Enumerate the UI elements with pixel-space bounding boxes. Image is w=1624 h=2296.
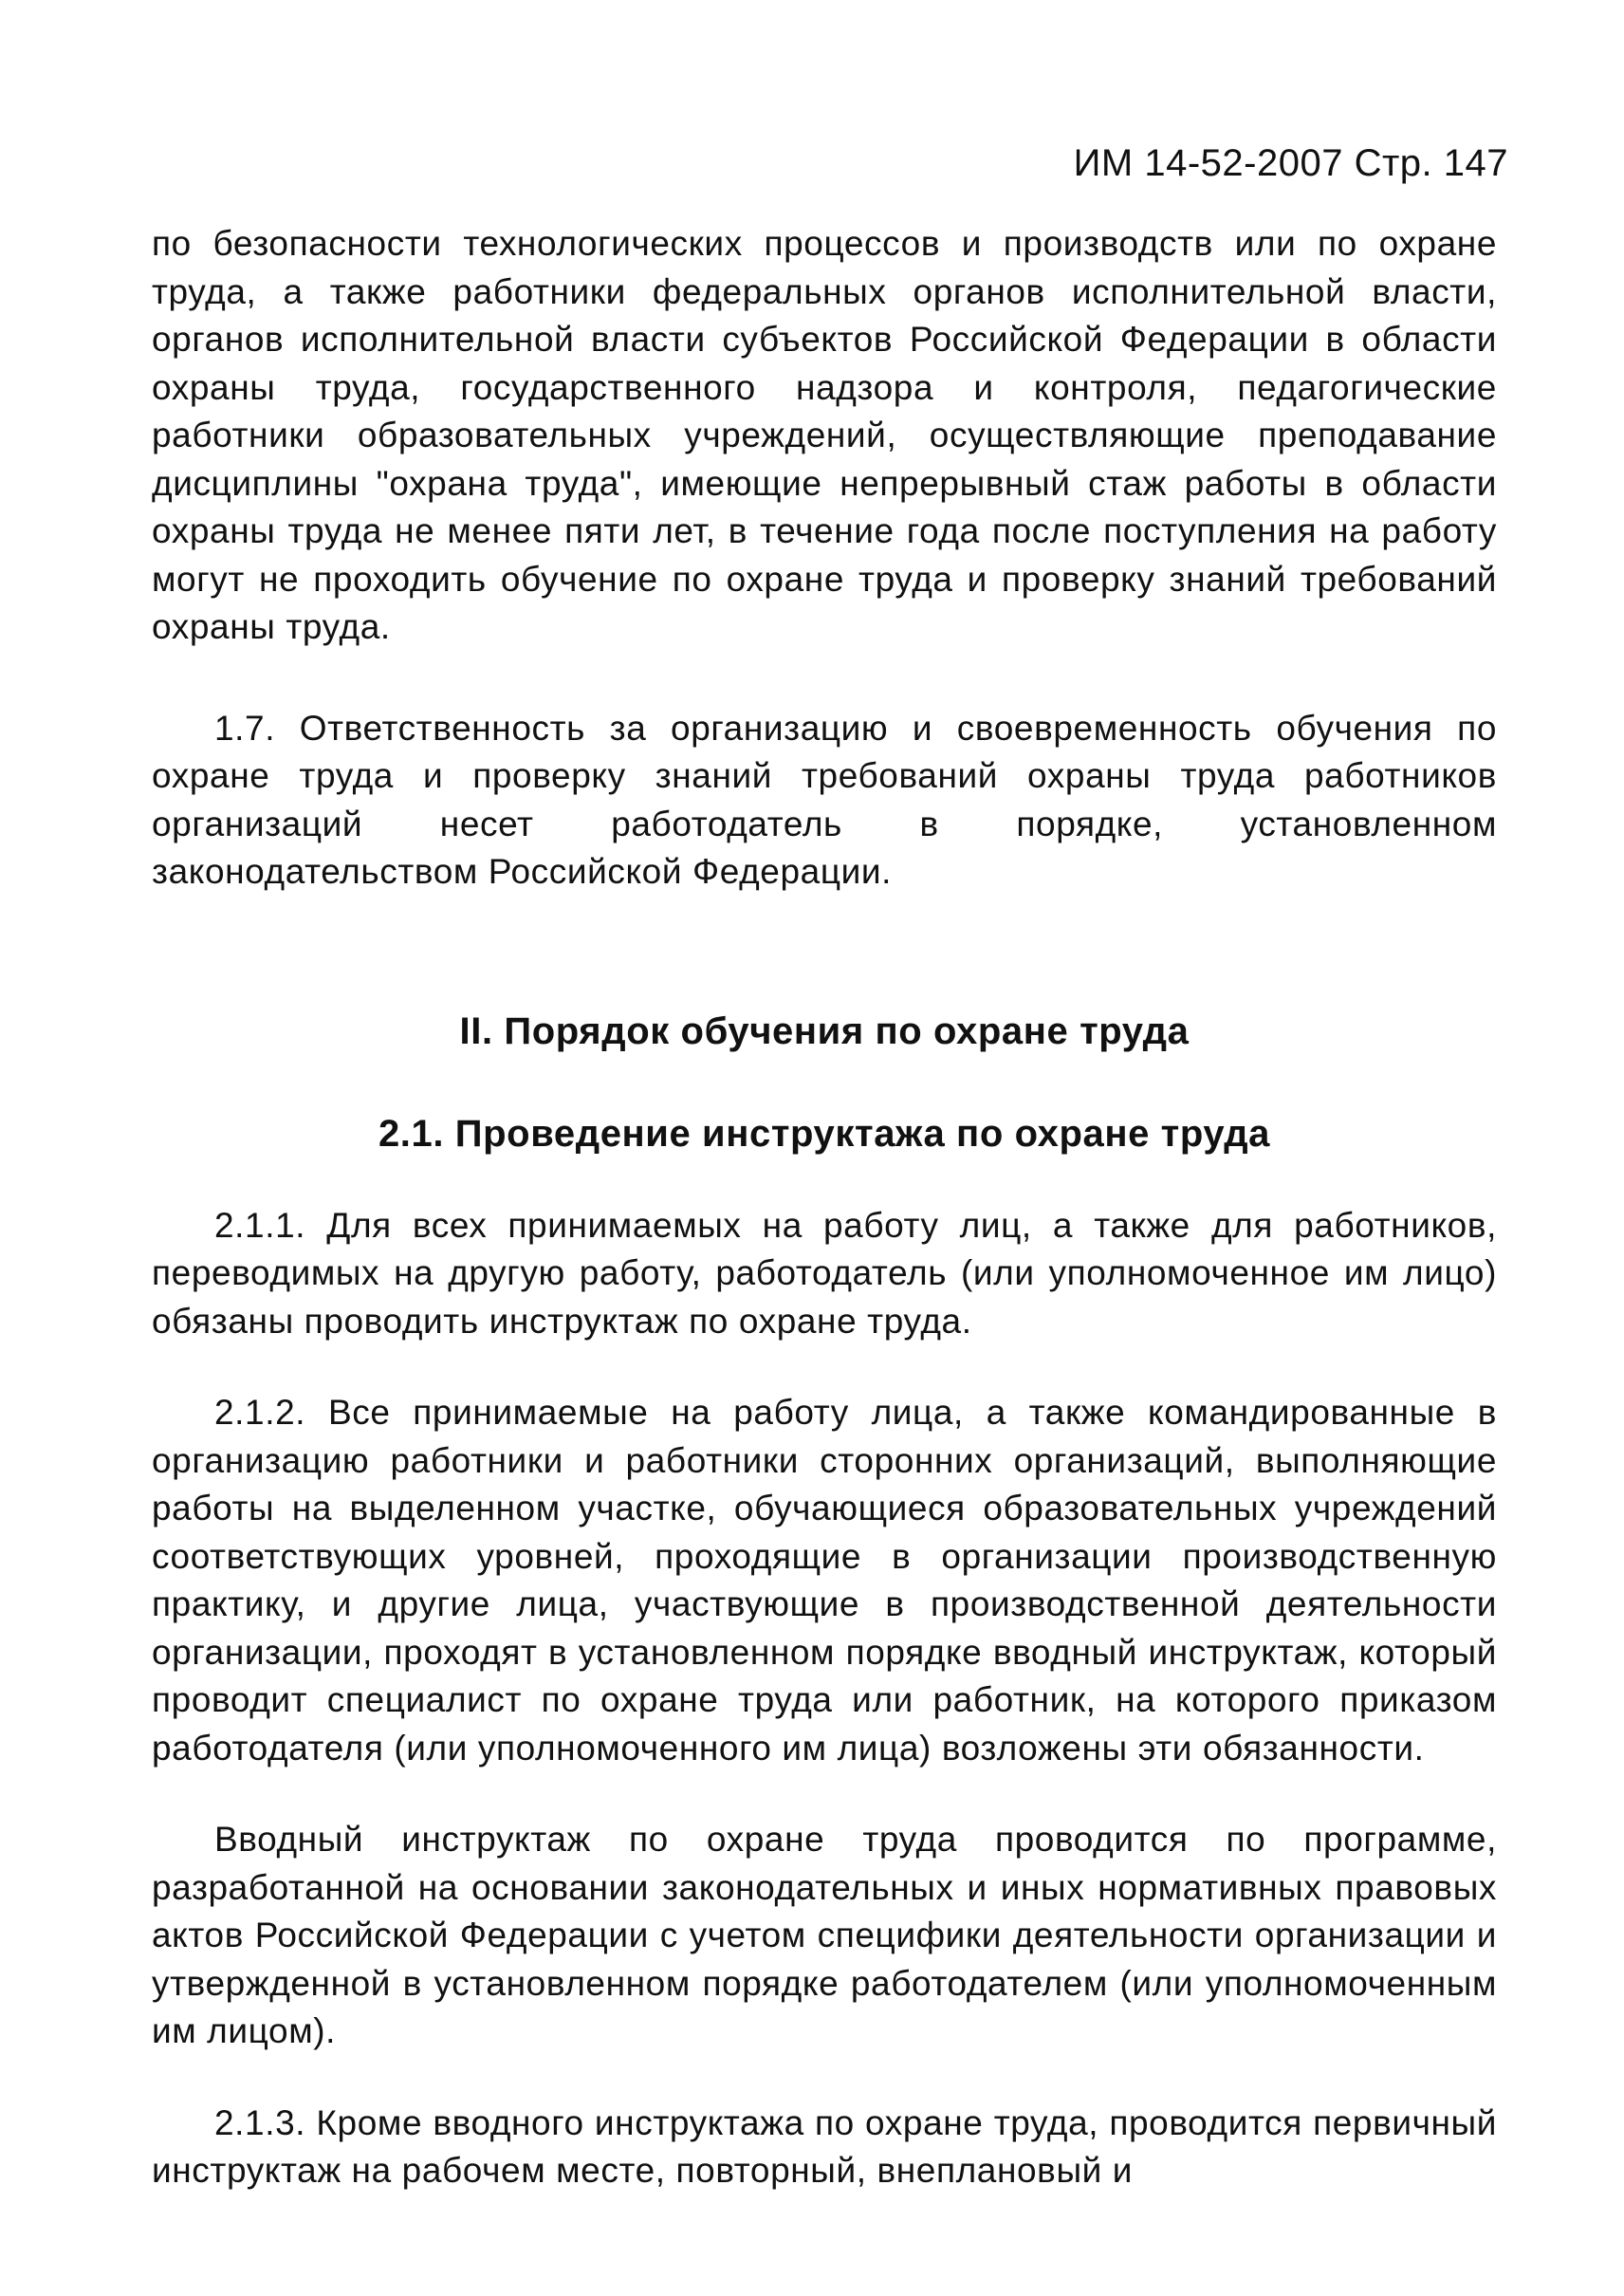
paragraph-continuation: по безопасности технологических процессов и производств или по охране труда, а также работники федеральных органов исполнительной власти, органов исполнительной власти субъектов Российской Федерации в области охраны труда, государственного надзора и контроля, педагогические работники образовательных учреждений, осуществляющие преподавание дисциплины "охрана труда", имеющие непрерывный стаж работы в области охраны труда не менее пяти лет, в течение года после поступления на работу могут не проходить обучение по охране труда и проверку знаний требований охраны труда. xyxy=(152,224,1497,646)
paragraph-2-1-1: 2.1.1. Для всех принимаемых на работу лиц, а также для работников, переводимых на другую работу, работодатель (или уполномоченное им лицо) обязаны проводить инструктаж по охране труда. xyxy=(152,1205,1497,1341)
paragraph-2-1-2: 2.1.2. Все принимаемые на работу лица, а также командированные в организацию работники и работники сторонних организаций, выполняющие работы на выделенном участке, обучающиеся образовательных учреждений соответствующих уровней, проходящие в организации производственную практику, и другие лица, участвующие в производственной деятельности организации, проходят в установленном порядке вводный инструктаж, который проводит специалист по охране труда или работник, на которого приказом работодателя (или уполномоченного им лица) возложены эти обязанности. xyxy=(152,1393,1497,1768)
page-content xyxy=(152,220,1497,2195)
paragraph-introductory-briefing: Вводный инструктаж по охране труда проводится по программе, разработанной на основании законодательных и иных нормативных правовых актов Российской Федерации с учетом специфики деятельности организации и утвержденной в установленном порядке работодателем (или уполномоченным им лицом). xyxy=(152,1820,1497,2050)
page-header: ИМ 14-52-2007 Стр. 147 xyxy=(1073,142,1508,184)
subsection-heading: 2.1. Проведение инструктажа по охране труда xyxy=(378,1112,1271,1155)
paragraph-2-1-3: 2.1.3. Кроме вводного инструктажа по охране труда, проводится первичный инструктаж на рабочем месте, повторный, внеплановый и xyxy=(152,2102,1497,2190)
section-heading: II. Порядок обучения по охране труда xyxy=(459,1009,1190,1052)
paragraph-1-7: 1.7. Ответственность за организацию и своевременность обучения по охране труда и проверку знаний требований охраны труда работников организаций несет работодатель в порядке, установленном законодательством Российской Федерации. xyxy=(152,708,1497,891)
